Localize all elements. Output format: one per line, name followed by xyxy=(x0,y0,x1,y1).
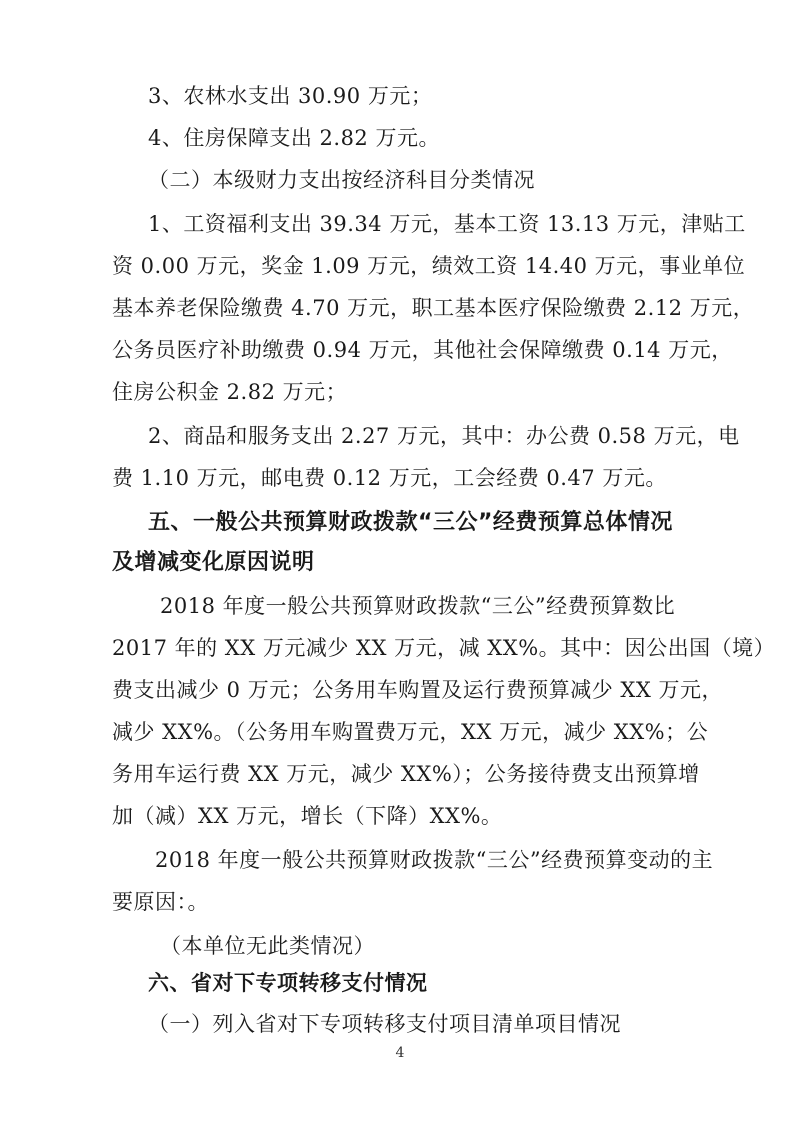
text-line-not-applicable: （本单位无此类情况） xyxy=(160,934,375,958)
text-line-wages-3: 基本养老保险缴费 4.70 万元，职工基本医疗保险缴费 2.12 万元， xyxy=(112,296,755,320)
text-line-reason-2: 要原因：。 xyxy=(112,890,209,914)
section-heading-five-line1: 五、一般公共预算财政拨款“三公”经费预算总体情况 xyxy=(148,510,673,535)
section-heading-six: 六、省对下专项转移支付情况 xyxy=(148,971,428,995)
text-line-reason-1: 2018 年度一般公共预算财政拨款“三公”经费预算变动的主 xyxy=(155,848,714,872)
section-heading-five-line2: 及增减变化原因说明 xyxy=(112,550,315,575)
text-line-three-public-5: 务用车运行费 XX 万元，减少 XX%）；公务接待费支出预算增 xyxy=(112,762,700,786)
section-subheading-transfer-list: （一）列入省对下专项转移支付项目清单项目情况 xyxy=(148,1012,621,1036)
text-line-three-public-2: 2017 年的 XX 万元减少 XX 万元，减 XX%。其中：因公出国（境） xyxy=(112,636,776,660)
text-line-goods-1: 2、商品和服务支出 2.27 万元，其中：办公费 0.58 万元，电 xyxy=(148,424,740,448)
text-line-three-public-4: 减少 XX%。（公务用车购置费万元，XX 万元，减少 XX%；公 xyxy=(112,720,709,744)
text-line-housing: 4、住房保障支出 2.82 万元。 xyxy=(148,126,440,150)
section-subheading-economic: （二）本级财力支出按经济科目分类情况 xyxy=(148,168,535,192)
text-line-wages-4: 公务员医疗补助缴费 0.94 万元，其他社会保障缴费 0.14 万元， xyxy=(112,338,733,362)
text-line-three-public-1: 2018 年度一般公共预算财政拨款“三公”经费预算数比 xyxy=(160,594,676,618)
text-line-wages-5: 住房公积金 2.82 万元； xyxy=(112,380,348,404)
text-line-agriculture: 3、农林水支出 30.90 万元； xyxy=(148,84,433,108)
text-line-wages-2: 资 0.00 万元，奖金 1.09 万元，绩效工资 14.40 万元，事业单位 xyxy=(112,254,746,278)
text-line-three-public-3: 费支出减少 0 万元；公务用车购置及运行费预算减少 XX 万元， xyxy=(112,678,723,702)
text-line-goods-2: 费 1.10 万元，邮电费 0.12 万元，工会经费 0.47 万元。 xyxy=(112,466,667,490)
text-line-three-public-6: 加（减）XX 万元，增长（下降）XX%。 xyxy=(112,804,503,828)
text-line-wages-1: 1、工资福利支出 39.34 万元，基本工资 13.13 万元，津贴工 xyxy=(148,212,746,236)
page-number: 4 xyxy=(395,1045,405,1061)
